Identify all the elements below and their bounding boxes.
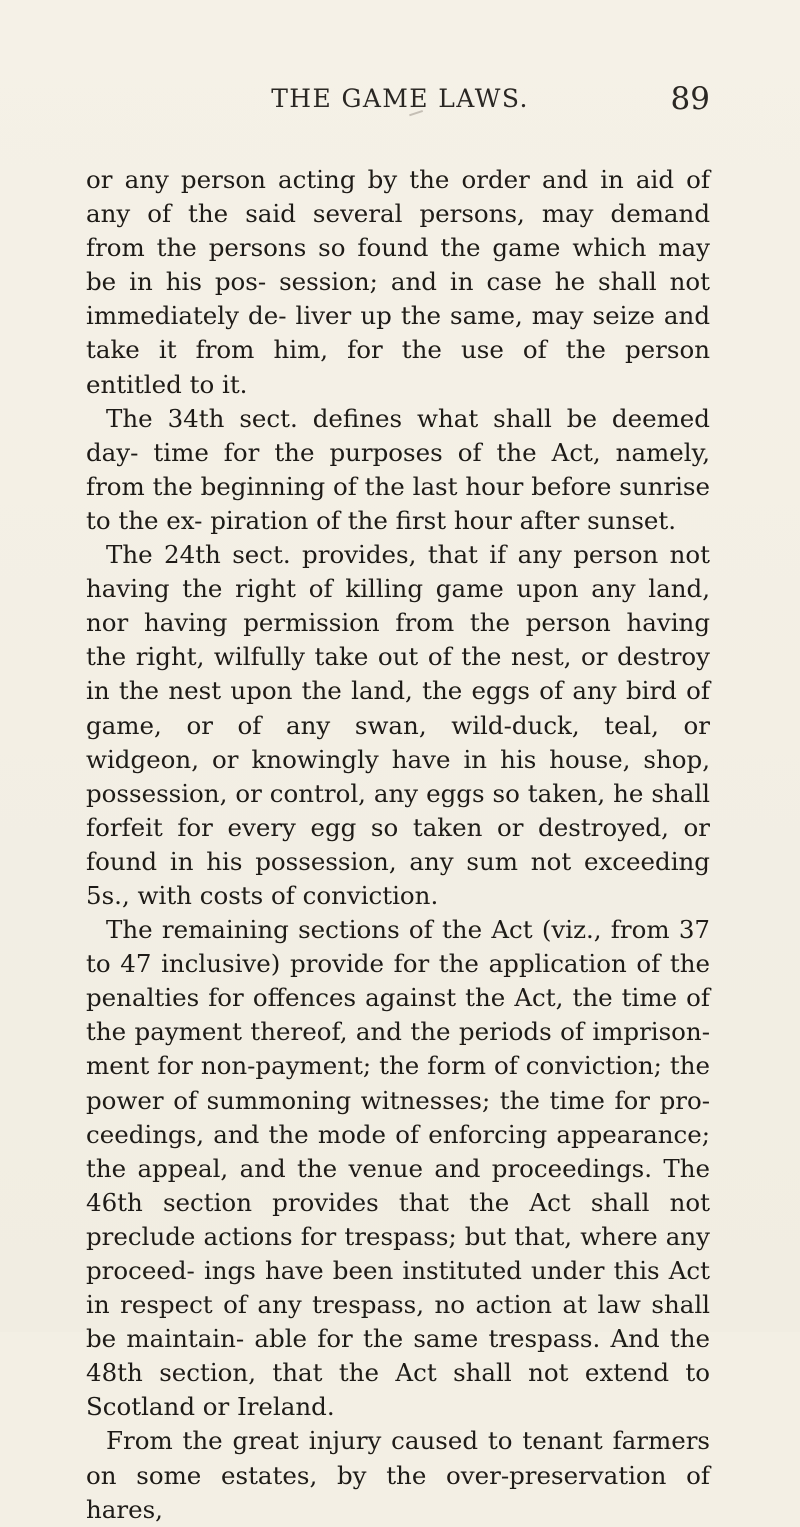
paragraph-remaining-sections: The remaining sections of the Act (viz., from 37 to 47 inclusive) provide for the application of the penalties for offences against the Act, the time of the payment thereof, and the periods of imprison- ment for non-payment; the form of conviction; the power of summoning witnesses; the time for pro- ceedings, and the mode of enforcing appearance; the appeal, and the venue and proceedings. The 46th section provides that the Act shall not preclude actions for trespass; but that, where any proceed- ings have been instituted under this Act in respect of any trespass, no action at law shall be maintain- able for the same trespass. And the 48th section, that the Act shall not extend to Scotland or Ireland. xyxy=(86,915,710,1422)
paragraph-34th-section: The 34th sect. defines what shall be deemed day- time for the purposes of the Act, namely, from the beginning of the last hour before sunrise to the ex- piration of the first hour after sunset. xyxy=(86,403,710,535)
paragraph-tenant-farmers: From the great injury caused to tenant farmers on some estates, by the over-preservation of hares, xyxy=(86,1426,710,1524)
page-number: 89 xyxy=(670,81,710,117)
running-head xyxy=(0,81,800,124)
running-title: THE GAME LAWS. xyxy=(271,84,529,113)
paragraph-24th-section: The 24th sect. provides, that if any person not having the right of killing game upon any land, nor having permission from the person having the right, wilfully take out of the nest, or destroy in the nest upon the land, the eggs of any bird of game, or of any swan, wild-duck, teal, or widgeon, or knowingly have in his house, shop, possession, or control, any eggs so taken, he shall forfeit for every egg so taken or destroyed, or found in his possession, any sum not exceeding 5s., with costs of conviction. xyxy=(86,540,710,910)
body-text xyxy=(86,163,710,1527)
paragraph-continuation: or any person acting by the order and in aid of any of the said several persons, may demand from the persons so found the game which may be in his pos- session; and in case he shall not immediately de- liver up the same, may seize and take it from him, for the use of the person entitled to it. xyxy=(86,165,710,399)
